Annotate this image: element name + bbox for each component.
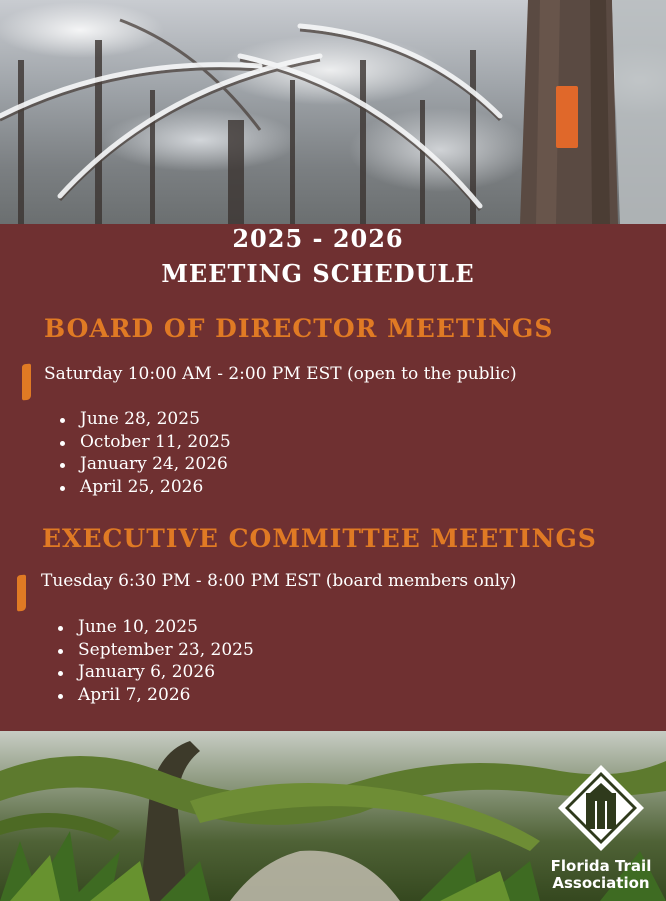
logo-line-1: Florida Trail: [550, 857, 652, 875]
list-item: June 10, 2025: [56, 616, 254, 639]
logo-wordmark: [540, 858, 662, 892]
executive-section-title: EXECUTIVE COMMITTEE MEETINGS: [42, 524, 597, 553]
list-item: January 24, 2026: [58, 453, 231, 476]
list-item: October 11, 2025: [58, 431, 231, 454]
year-range: 2025 - 2026: [232, 224, 404, 253]
board-meeting-time: Saturday 10:00 AM - 2:00 PM EST (open to the public): [44, 364, 517, 384]
list-item: January 6, 2026: [56, 661, 254, 684]
list-item: April 25, 2026: [58, 476, 231, 499]
orange-trail-mark: [17, 575, 26, 612]
list-item: June 28, 2025: [58, 408, 231, 431]
list-item: September 23, 2025: [56, 639, 254, 662]
board-date-list: [58, 408, 231, 498]
list-item: April 7, 2026: [56, 684, 254, 707]
logo-line-2: Association: [552, 874, 650, 892]
executive-date-list: [56, 616, 254, 706]
florida-trail-logo-icon: [556, 763, 646, 853]
orange-trail-mark: [22, 364, 31, 401]
winter-forest-photo: [0, 0, 666, 224]
board-section-title: BOARD OF DIRECTOR MEETINGS: [44, 314, 554, 343]
executive-meeting-time: Tuesday 6:30 PM - 8:00 PM EST (board members only): [41, 571, 517, 591]
page-title: MEETING SCHEDULE: [161, 259, 475, 288]
